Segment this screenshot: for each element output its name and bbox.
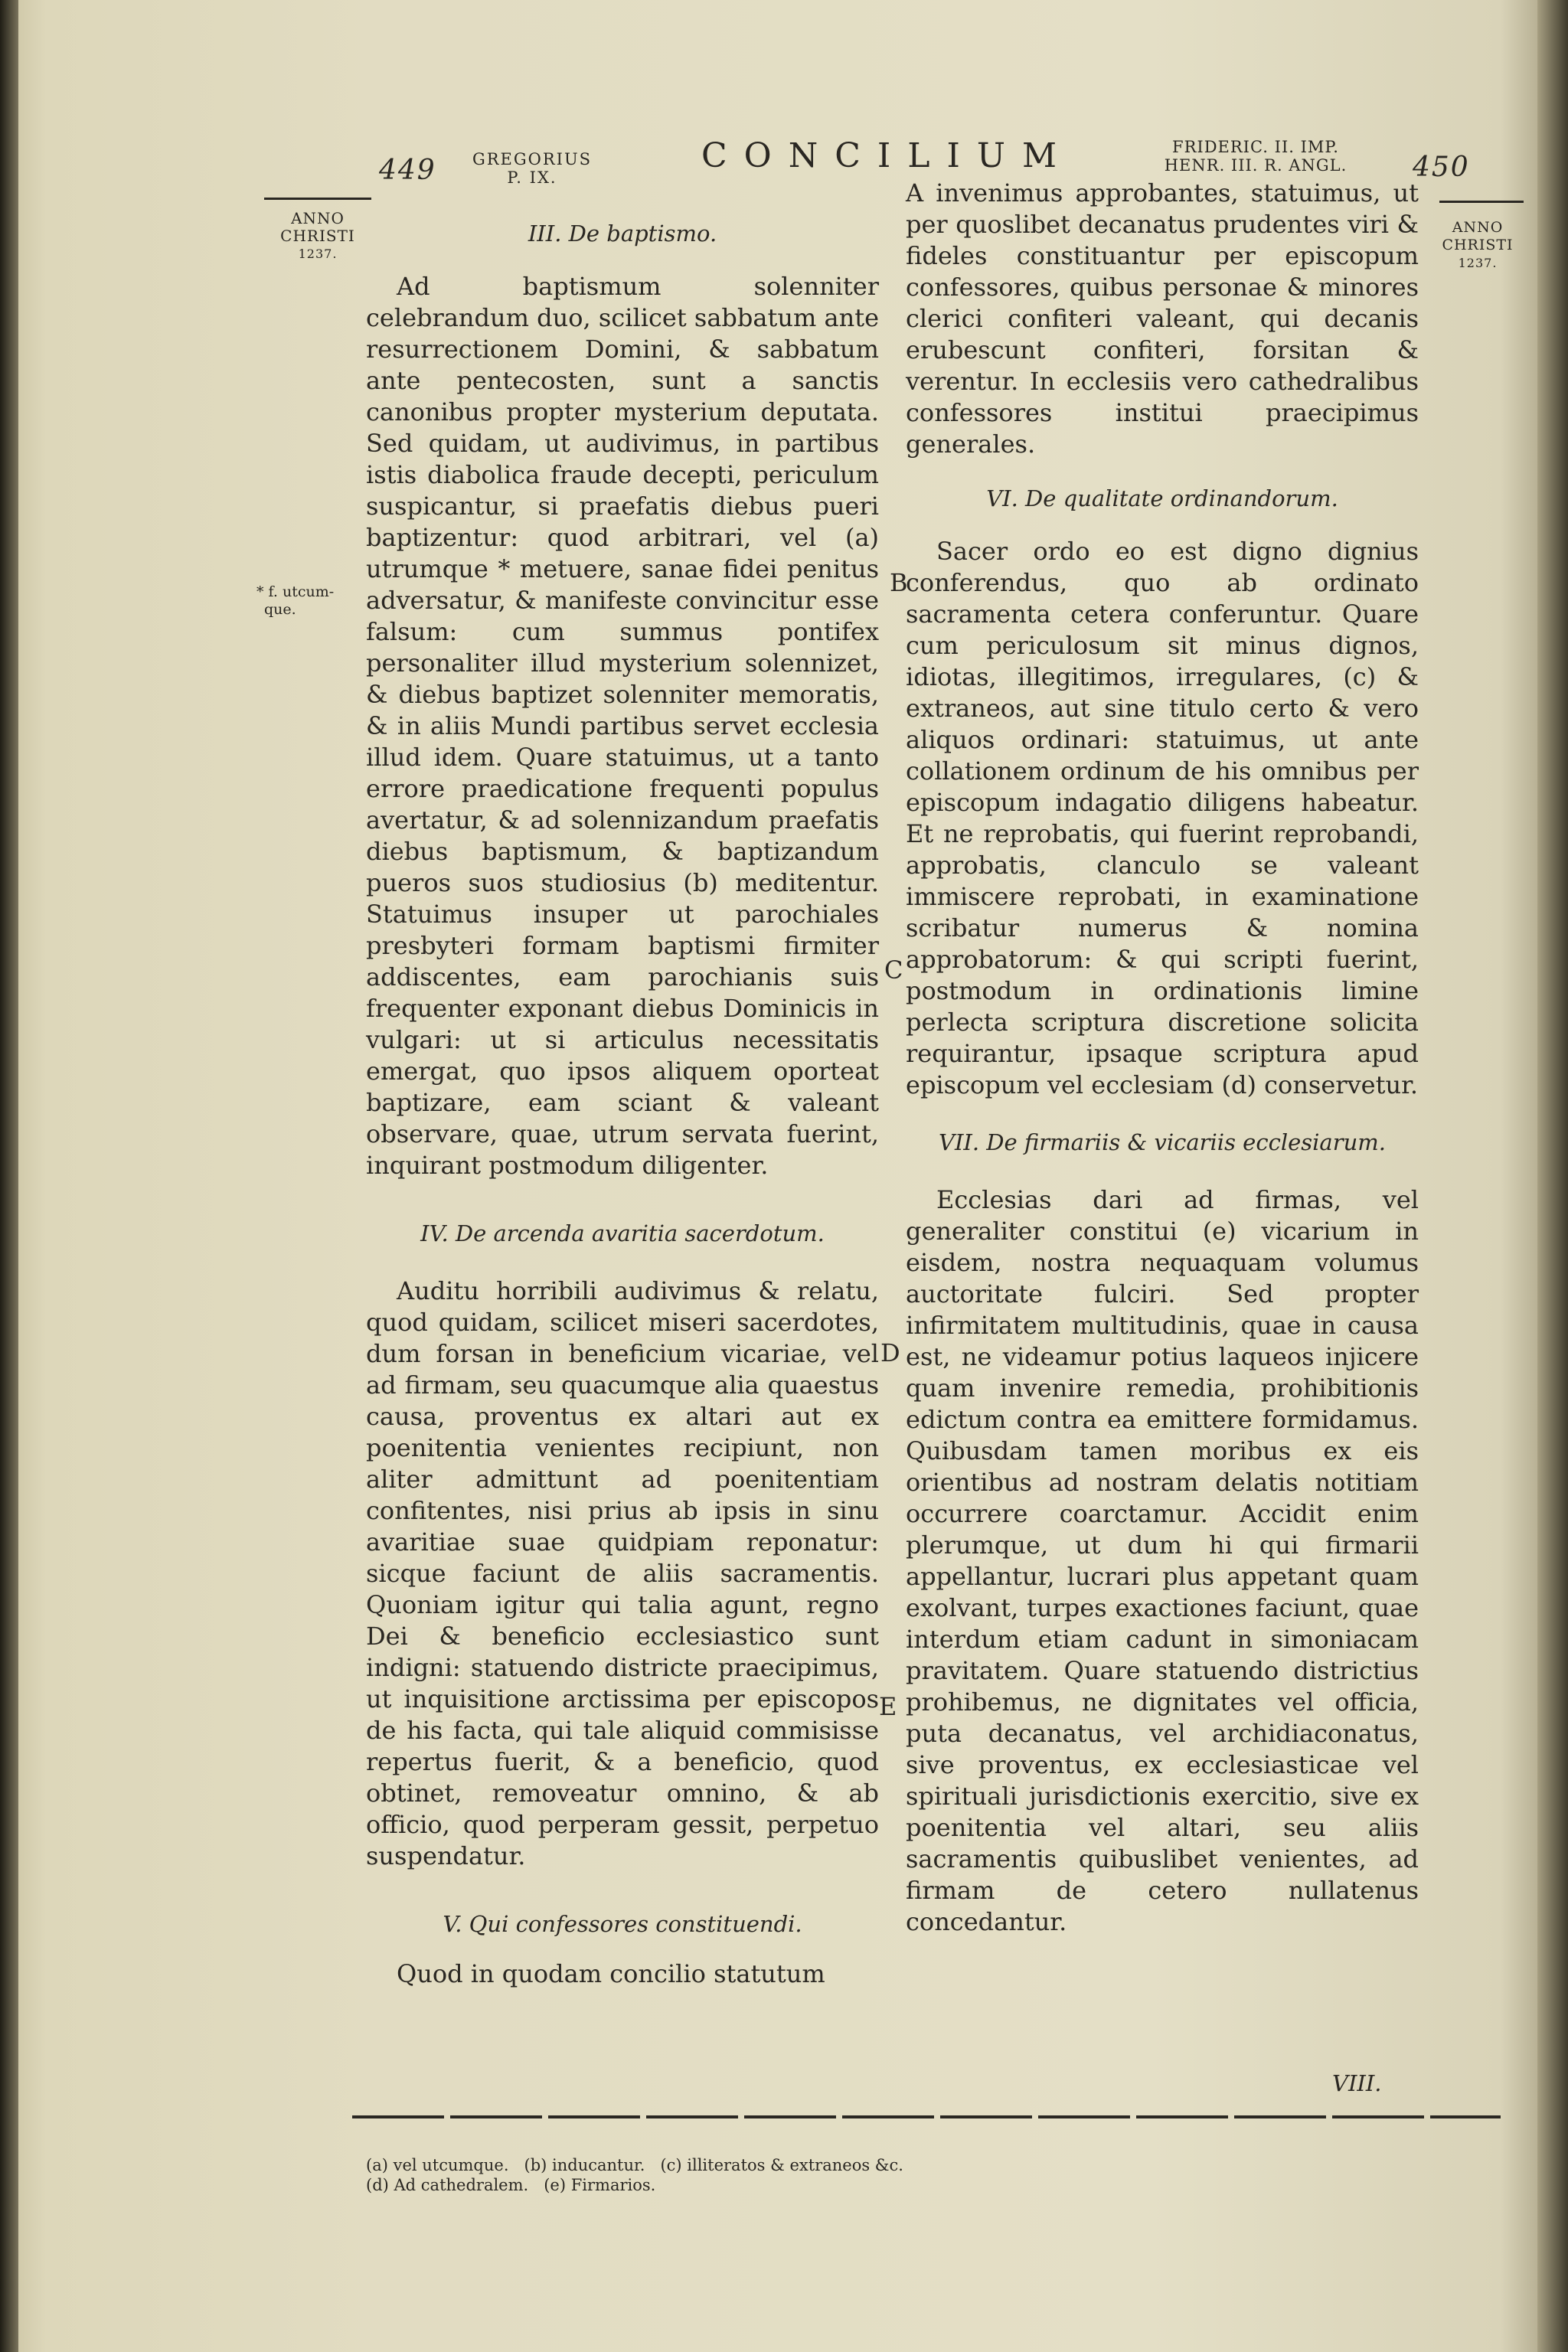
section-letter-c: C [884, 956, 903, 985]
section-letter-b: B [890, 568, 908, 597]
margin-christi-right: CHRISTI [1442, 237, 1514, 253]
margin-year-left [268, 210, 368, 263]
margin-christi: CHRISTI [280, 227, 355, 245]
margin-year-value: 1237. [298, 247, 338, 261]
running-title: CONCILIUM [701, 136, 1074, 175]
paragraph-firmariis: Ecclesias dari ad firmas, vel generaliter constitui (e) vicarium in eisdem, nostra nequaquam volumus auctoritate fulciri. Sed propter infirmitatem multitudinis, quae in causa est, ne videamur potius laqueos injicere quam invenire remedia, prohibitionis edictum contra ea emittere formidamus. Quibusdam tamen moribus ex eis orientibus ad nostram delatis notitiam occurrere coarctamur. Accidit enim plerumque, ut dum hi qui firmarii appellantur, lucrari plus appetant quam exolvant, turpes exactiones faciunt, quae interdum etiam cadunt in simoniacam pravitatem. Quare statuendo districtius prohibemus, ne dignitates vel officia, puta decanatus, vel archidiaconatus, sive proventus, ex ecclesiasticae vel spirituali jurisdictionis exercitio, sive ex poenitentia vel altari, seu aliis sacramentis quibuslibet venientes, ad firmam de cetero nullatenus concedantur. [906, 1185, 1419, 1936]
margin-year-right-value: 1237. [1458, 256, 1498, 270]
footnote-b: (b) inducantur. [524, 2156, 645, 2174]
margin-rule-right [1439, 201, 1524, 203]
paragraph-confessores-cont-text: invenimus approbantes, statuimus, ut per quoslibet decanatus prudentes viri & fideles constituantur per episcopum confessores, quibus personae & minores clerici confiteri valeant, qui decanis erubescunt confiteri, forsitan & verentur. In ecclesiis vero cathedralibus confessores institui praecipimus generales. [906, 178, 1419, 459]
footnote-c: (c) illiteratos & extraneos &c. [660, 2156, 903, 2174]
heading-de-avaritia: IV. De arcenda avaritia sacerdotum. [420, 1220, 825, 1246]
section-letter-e: E [879, 1692, 897, 1721]
heading-de-baptismo: III. De baptismo. [528, 220, 717, 247]
header-emperor: FRIDERIC. II. IMP. [1172, 138, 1339, 156]
header-rulers [1148, 138, 1363, 175]
paragraph-baptismo: Ad baptismum solenniter celebrandum duo, scilicet sabbatum ante resurrectionem Domini, & sabbatum ante pentecosten, sunt a sanctis canonibus propter mysterium deputata. Sed quidam, ut audivimus, in partibus istis diabolica fraude decepti, periculum suspicantur, si praefatis diebus pueri baptizentur: quod arbitrari, vel (a) utrumque * metuere, sanae fidei penitus adversatur, & manifeste convincitur esse falsum: cum summus pontifex personaliter illud mysterium solennizet, & diebus baptizet solenniter memoratis, & in aliis Mundi partibus servet ecclesia illud idem. Quare statuimus, ut a tanto errore praedicatione frequenti populus avertatur, & ad solennizandum praefatis diebus baptismum, & baptizandum pueros suos studiosius (b) meditentur. Statuimus insuper ut parochiales presbyteri formam baptismi firmiter addiscentes, eam parochianis suis frequenter exponant diebus Dominicis in vulgari: ut si articulus necessitatis emergat, quo ipsos aliquem oporteat baptizare, eam sciant & valeant observare, quae, utrum servata fuerint, inquirant postmodum diligenter. [366, 272, 879, 1180]
header-pope [467, 150, 597, 187]
section-letter-a: A [906, 178, 924, 207]
footnote-a: (a) vel utcumque. [366, 2156, 509, 2174]
paragraph-confessores-start: Quod in quodam concilio statutum [397, 1959, 825, 1988]
header-king: HENR. III. R. ANGL. [1164, 156, 1348, 175]
margin-anno-right: ANNO [1452, 219, 1504, 236]
right-column [906, 178, 1419, 1938]
margin-variant-note [256, 583, 364, 619]
paragraph-ordinandorum: Sacer ordo eo est digno dignius conferendus, quo ab ordinato sacramenta cetera conferuntur. Quare cum periculosum sit minus dignos, idiotas, illegitimos, irregulares, (c) & extraneos, aut sine titulo certo & vero aliquos ordinari: statuimus, ut ante collationem ordinum de his omnibus per episcopum indagatio diligens habeatur. Et ne reprobatis, qui fuerint reprobandi, approbatis, clanculo se valeant immiscere reprobati, in examinatione scribatur numerus & nomina approbatorum: & qui scripti fuerint, postmodum in ordinationis limine perlecta scriptura discretione solicita requirantur, ipsaque scriptura apud episcopum vel ecclesiam (d) conservetur. [906, 537, 1419, 1099]
heading-confessores: V. Qui confessores constituendi. [443, 1911, 802, 1937]
paragraph-confessores-cont [906, 178, 1419, 460]
header-pope-name: GREGORIUS [472, 150, 593, 168]
left-column [366, 218, 879, 1990]
binding-edge [1537, 0, 1568, 2352]
footnote-rule [352, 2115, 1501, 2118]
paragraph-avaritia: Auditu horribili audivimus & relatu, quod quidam, scilicet miseri sacerdotes, dum forsan in beneficium vicariae, vel ad firmam, seu quacumque alia quaestus causa, proventus ex altari aut ex poenitentia venientes recipiunt, non aliter admittunt ad poenitentiam confitentes, nisi prius ab ipsis in sinu avaritiae suae quidpiam reponatur: sicque faciunt de aliis sacramentis. Quoniam igitur qui talia agunt, regno Dei & beneficio ecclesiastico sunt indigni: statuendo districte praecipimus, ut inquisitione arctissima per episcopos de his facta, qui tale aliquid commisisse repertus fuerit, & a beneficio, quod obtinet, removeatur omnino, & ab officio, quod perperam gessit, perpetuo suspendatur. [366, 1276, 879, 1870]
heading-qualitate-ordinandorum: VI. De qualitate ordinandorum. [986, 485, 1338, 511]
catchword: VIII. [1332, 2070, 1382, 2096]
margin-note-line-2: que. [264, 601, 296, 618]
margin-rule-left [264, 198, 371, 200]
gutter-shadow [0, 0, 18, 2352]
page-number-right: 450 [1413, 152, 1470, 183]
footnote-e: (e) Firmarios. [544, 2176, 656, 2194]
section-letter-d: D [880, 1338, 900, 1367]
page-number-left: 449 [379, 155, 436, 186]
margin-year-right [1439, 219, 1516, 272]
heading-firmariis-vicariis: VII. De firmariis & vicariis ecclesiarum. [939, 1129, 1386, 1155]
footnotes [366, 2155, 1055, 2195]
header-pope-number: P. IX. [507, 168, 557, 187]
margin-anno: ANNO [291, 209, 345, 227]
margin-note-line-1: * f. utcum- [256, 583, 335, 600]
footnote-d: (d) Ad cathedralem. [366, 2176, 529, 2194]
